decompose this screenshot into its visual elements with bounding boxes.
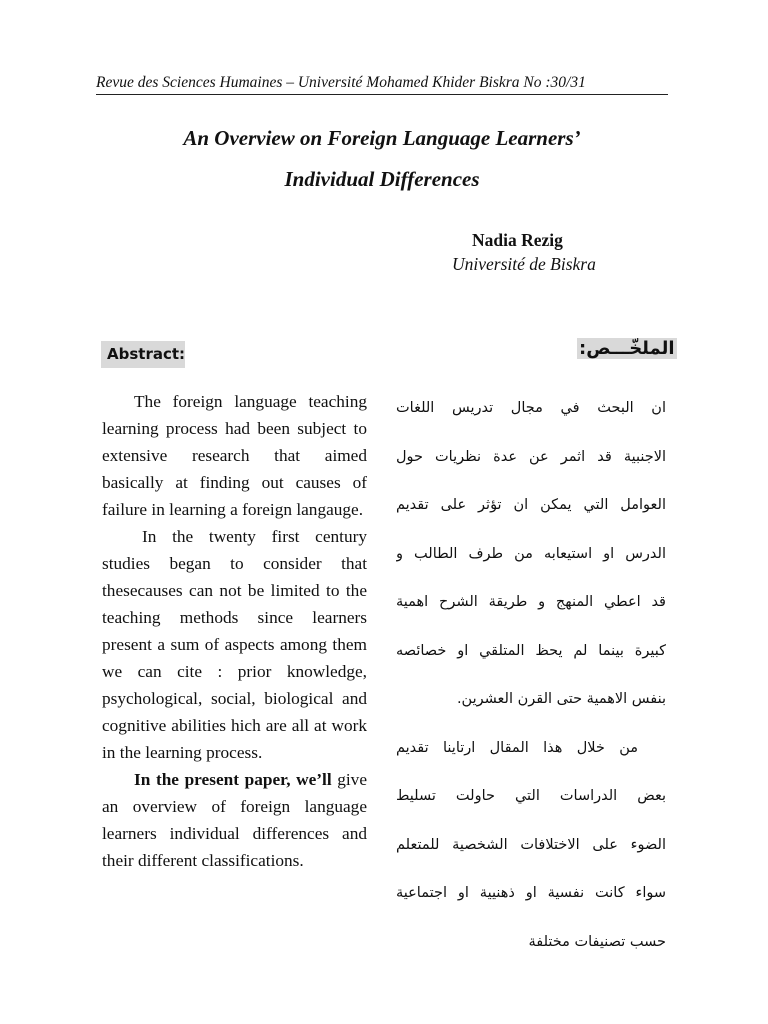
arabic-summary-line: قد اعطي المنهج و طريقة الشرح اهمية	[396, 594, 666, 610]
abstract-paragraph-1: The foreign language teaching learning process had been subject to extensive research that aimed basically at finding out causes of failure in learning a foreign langauge.	[102, 392, 367, 519]
arabic-summary-line: العوامل التي يمكن ان تؤثر على تقديم	[396, 497, 666, 513]
arabic-summary-line: من خلال هذا المقال ارتاينا تقديم	[396, 739, 638, 756]
abstract-paragraph-3-rest: give an overview of foreign language learners individual differences and their different classifications.	[102, 770, 367, 870]
arabic-summary-heading-container	[577, 333, 675, 365]
arabic-summary-line: سواء كانت نفسية او ذهنيية او اجتماعية	[396, 885, 666, 901]
author-name: Nadia Rezig	[472, 230, 563, 250]
abstract-paragraph-3-lead: In the present paper, we’ll	[134, 770, 332, 789]
abstract-paragraph-3	[102, 766, 367, 874]
arabic-summary-line: بعض الدراسات التي حاولت تسليط	[396, 788, 666, 804]
arabic-summary-line: الاجنبية قد اثمر عن عدة نظريات حول	[396, 448, 666, 465]
paper-title-line-1: An Overview on Foreign Language Learners’	[183, 126, 581, 150]
arabic-summary-line: الدرس او استيعابه من طرف الطالب و	[396, 545, 666, 562]
arabic-summary-heading: الملخّـــص:	[579, 338, 675, 359]
arabic-summary-line: الضوء على الاختلافات الشخصية للمتعلم	[396, 836, 666, 853]
abstract-body	[102, 388, 367, 874]
arabic-summary-line: ان البحث في مجال تدريس اللغات	[396, 400, 666, 416]
paper-title-line-2: Individual Differences	[284, 167, 480, 191]
abstract-heading: Abstract:	[101, 341, 185, 368]
abstract-paragraph-2: In the twenty first century studies began to consider that thesecauses can not be limited to the teaching methods since learners present a sum of aspects among them we can cite : prior knowledge, psychological, social, biological and cognitive abilities hich are all at work in the learning process.	[102, 527, 367, 762]
author-affiliation: Université de Biskra	[452, 254, 596, 274]
arabic-summary-line: كبيرة بينما لم يحظ المتلقي او خصائصه	[396, 642, 666, 659]
arabic-summary-body	[396, 388, 666, 970]
journal-header: Revue des Sciences Humaines – Université Mohamed Khider Biskra No :30/31	[96, 74, 668, 95]
arabic-summary-line: بنفس الاهمية حتى القرن العشرين.	[456, 691, 666, 707]
arabic-summary-line: حسب تصنيفات مختلفة	[528, 933, 666, 950]
